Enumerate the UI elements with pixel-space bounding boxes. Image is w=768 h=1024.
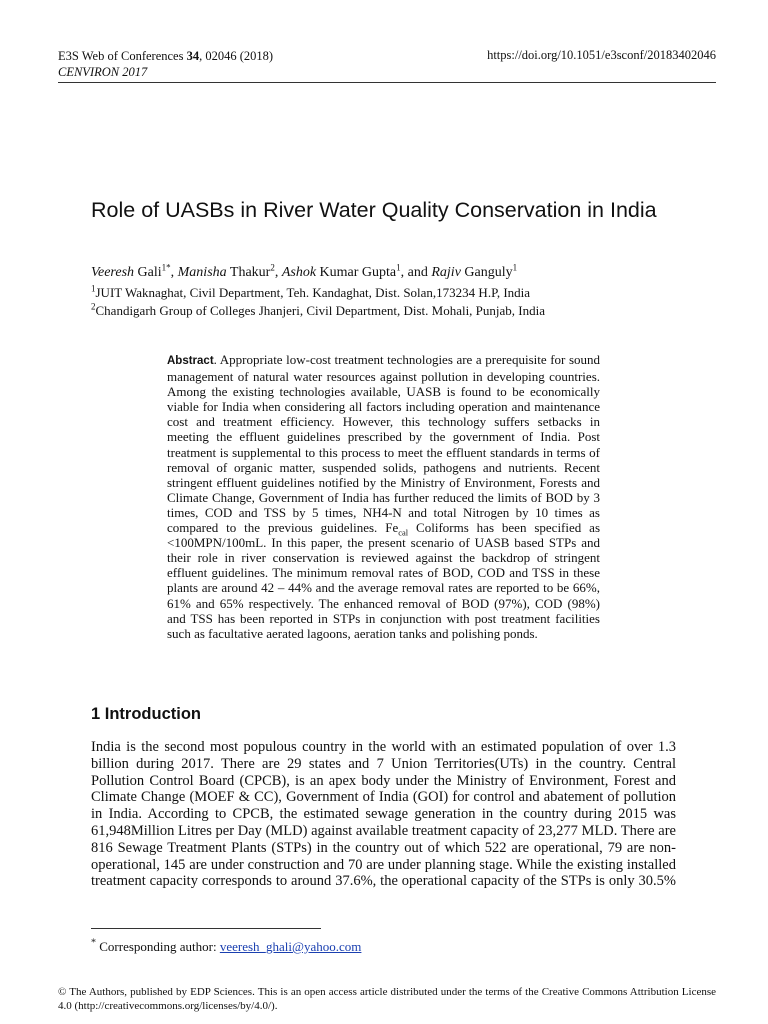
license-notice: © The Authors, published by EDP Sciences. This is an open access article distributed under the terms of the Creative Commons Attribution License 4.0 (http://creativecommons.org/licenses/by/4.0/).: [58, 986, 716, 1012]
author-last-name: Ganguly: [464, 265, 513, 280]
author-last-name: Thakur: [229, 265, 271, 280]
author-first-name: Ashok: [281, 265, 317, 280]
journal-name: E3S Web of Conferences: [58, 49, 184, 63]
author-email-link[interactable]: veeresh_ghali@yahoo.com: [219, 939, 362, 954]
author-list: Veeresh Gali$^{1*}$, Manisha Thakur$^2$, Ashok Kumar Gupta$^1$, and Rajiv Ganguly$^1$: [91, 262, 518, 280]
affiliation-2: $^2$Chandigarh Group of Colleges Jhanjeri, Civil Department, Dist. Mohali, Punjab, India: [91, 301, 546, 318]
header-divider: [58, 82, 716, 83]
section-body: India is the second most populous country in the world with an estimated population of over 1.3 billion during 2017. There are 29 states and 7 Union Territories(UTs) in the country. Central Pollution Control Board (CPCB), is an apex body under the Ministry of Environment, Forest and Climate Change (MOEF & CC), Government of India (GOI) for control and abatement of pollution in India. According to CPCB, the estimated sewage generation in the country during 2015 was 61,948Million Litres per Day (MLD) against available treatment capacity of 23,277 MLD. There are 816 Sewage Treatment Plants (STPs) in the country out of which 522 are operational, 79 are non-operational, 145 are under construction and 70 are under planning stage. While the existing installed treatment capacity corresponds to around 37.6%, the operational capacity of the STPs is only 30.5%: [91, 739, 676, 890]
running-header: [58, 48, 273, 80]
author-mark: 1*: [161, 262, 171, 273]
footnote-mark: *: [91, 937, 96, 949]
conference-name: CENVIRON 2017: [58, 65, 148, 79]
author-mark: 2: [270, 262, 275, 273]
author-last-name: Gali: [137, 265, 162, 280]
footnote: * Corresponding author: veeresh_ghali@yahoo.com: [91, 937, 362, 954]
section-heading: 1 Introduction: [91, 705, 201, 723]
author-first-name: Manisha: [177, 265, 227, 280]
author-mark: 1: [512, 262, 518, 273]
journal-citation: [58, 48, 273, 64]
affiliation-1: $^1$JUIT Waknaghat, Civil Department, Teh. Kandaghat, Dist. Solan,173234 H.P, India: [91, 283, 531, 300]
doi-link[interactable]: https://doi.org/10.1051/e3sconf/20183402046: [487, 48, 716, 62]
abstract: Abstract. Appropriate low-cost treatment technologies are a prerequisite for sound management of natural water resources against pollution in developing countries. Among the existing technologies available, UASB is found to be economically viable for India when considering all factors including operation and maintenance cost and treatment efficiency. However, this technology suffers setbacks in meeting the effluent guidelines prescribed by the government of India. Post treatment is supplemental to this process to meet the effluent standards in terms of removal of organic matter, suspended solids, pathogens and nutrients. Recent stringent effluent guidelines notified by the Ministry of Environment, Forests and Climate Change, Government of India has further reduced the limits of BOD by 3 times, COD and TSS by 5 times, NH4-N and total Nitrogen by 10 times as compared to the previous guidelines. $Fe_{cal}$ Coliforms has been specified as <100MPN/100mL. In this paper, the present scenario of UASB based STPs and their role in river conservation is reviewed against the backdrop of stringent effluent guidelines. The minimum removal rates of BOD, COD and TSS in these plants are around 42 – 44% and the average removal rates are reported to be 66%, 61% and 65% respectively. The enhanced removal of BOD (97%), COD (98%) and TSS has been reported in STPs in conjunction with post treatment facilities such as facultative aerated lagoons, aeration tanks and polishing ponds.: [167, 352, 601, 641]
journal-volume: 34: [186, 49, 200, 63]
author-first-name: Veeresh: [91, 265, 135, 280]
author-last-name: Kumar Gupta: [319, 265, 397, 280]
author-mark: 1: [396, 262, 401, 273]
article-number: , 02046 (2018): [199, 49, 274, 63]
author-first-name: Rajiv: [431, 265, 461, 280]
footnote-divider: [91, 928, 321, 929]
paper-title: Role of UASBs in River Water Quality Conservation in India: [91, 198, 657, 222]
abstract-label: Abstract: [167, 355, 214, 367]
